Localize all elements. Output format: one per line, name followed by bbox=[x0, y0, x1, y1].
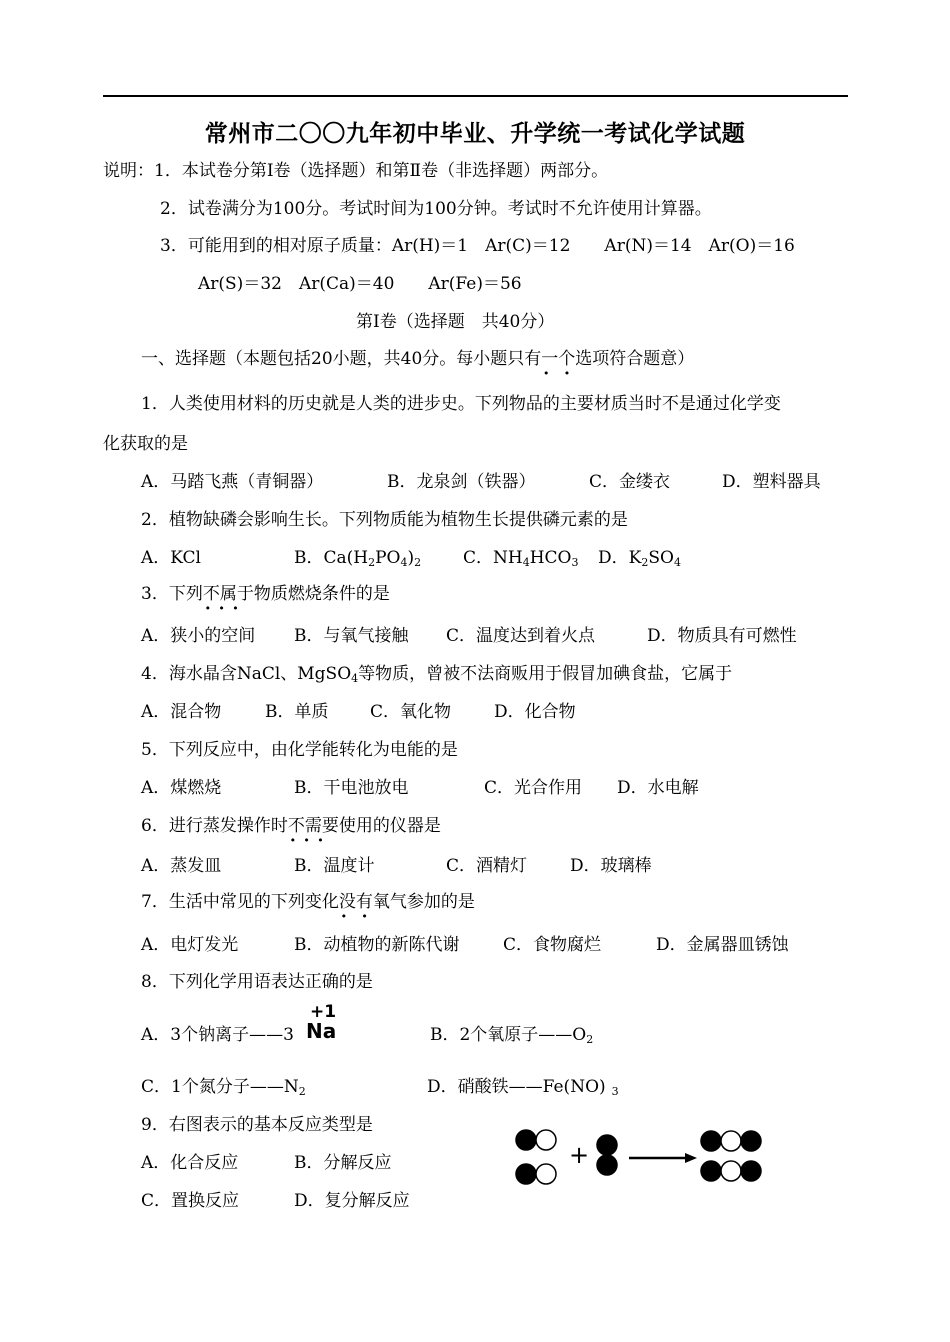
plus-sign: + bbox=[569, 1141, 590, 1169]
q5-option-a: A．煤燃烧 bbox=[141, 778, 222, 798]
q4-option-a: A．混合物 bbox=[141, 702, 222, 722]
element-symbol: Na bbox=[306, 1019, 337, 1043]
q7-stem: 7．生活中常见的下列变化没有 · ·氧气参加的是 bbox=[141, 891, 475, 913]
q3-option-b: B．与氧气接触 bbox=[294, 626, 409, 646]
exam-title: 常州市二〇〇九年初中毕业、升学统一考试化学试题 bbox=[204, 121, 746, 147]
arrow-icon bbox=[629, 1153, 697, 1163]
q4-stem: 4．海水晶含NaCl、MgSO$_4$等物质，曾被不法商贩用于假冒加碘食盐，它属于 bbox=[141, 664, 733, 685]
note-1: 1．本试卷分第Ⅰ卷（选择题）和第Ⅱ卷（非选择题）两部分。 bbox=[154, 161, 609, 181]
note-3-continued: Ar(S)＝32 Ar(Ca)＝40 Ar(Fe)＝56 bbox=[198, 274, 522, 294]
q1-option-b: B．龙泉剑（铁器） bbox=[387, 472, 536, 492]
reactant-molecule-3 bbox=[597, 1135, 617, 1175]
q2-option-d: D．$K_2SO_4$ bbox=[598, 548, 681, 569]
q6-stem: 6．进行蒸发操作时不需要 · · ·使用的仪器是 bbox=[141, 815, 441, 837]
q1-option-d: D．塑料器具 bbox=[722, 472, 821, 492]
q2-option-b: B．$Ca(H_2PO_4)_2$ bbox=[294, 548, 422, 569]
q1-stem-line-2: 化获取的是 bbox=[103, 434, 188, 454]
part-title: 一、选择题（本题包括20小题，共40分。每小题只有一个 · ·选项符合题意） bbox=[141, 348, 694, 370]
q3-option-a: A．狭小的空间 bbox=[141, 626, 256, 646]
reactant-molecule-2 bbox=[516, 1164, 556, 1184]
q2-stem: 2．植物缺磷会影响生长。下列物质能为植物生长提供磷元素的是 bbox=[141, 510, 628, 530]
charge-label: +1 bbox=[310, 1002, 337, 1022]
q4-option-b: B．单质 bbox=[265, 702, 329, 722]
q3-option-d: D．物质具有可燃性 bbox=[647, 626, 797, 646]
emphasis-one: 一个 · · bbox=[541, 348, 575, 370]
q7-option-c: C．食物腐烂 bbox=[503, 935, 602, 955]
q6-option-c: C．酒精灯 bbox=[446, 856, 528, 876]
q9-option-a: A．化合反应 bbox=[141, 1153, 239, 1173]
product-molecule-2 bbox=[701, 1161, 761, 1181]
q8-stem: 8．下列化学用语表达正确的是 bbox=[141, 972, 373, 992]
section-title: 第Ⅰ卷（选择题 共40分） bbox=[356, 312, 555, 332]
q1-option-c: C．金缕衣 bbox=[589, 472, 671, 492]
notes-line-1 bbox=[103, 160, 608, 182]
notes-prefix: 说明： bbox=[103, 161, 154, 181]
reactant-molecule-1 bbox=[516, 1130, 556, 1150]
q9-option-c: C．置换反应 bbox=[141, 1191, 240, 1211]
q9-option-b: B．分解反应 bbox=[294, 1153, 392, 1173]
q7-emphasis: 没有 · · bbox=[339, 891, 373, 913]
q5-option-b: B．干电池放电 bbox=[294, 778, 409, 798]
q8-option-d: D．硝酸铁——Fe(NO) $_3$ bbox=[427, 1077, 619, 1098]
q5-option-d: D．水电解 bbox=[617, 778, 699, 798]
q6-option-a: A．蒸发皿 bbox=[141, 856, 222, 876]
q9-option-d: D．复分解反应 bbox=[294, 1191, 410, 1211]
q8-option-b: B．2个氧原子$——O_2$ bbox=[430, 1025, 594, 1046]
q6-option-d: D．玻璃棒 bbox=[570, 856, 652, 876]
q1-stem-line-1: 1．人类使用材料的历史就是人类的进步史。下列物品的主要材质当时不是通过化学变 bbox=[141, 394, 781, 414]
q8-option-c: C．1个氮分子$——N_2$ bbox=[141, 1077, 306, 1098]
q3-stem: 3．下列不属于 · · ·物质燃烧条件的是 bbox=[141, 583, 390, 605]
q4-option-d: D．化合物 bbox=[494, 702, 576, 722]
q4-option-c: C．氧化物 bbox=[370, 702, 452, 722]
reaction-diagram bbox=[505, 1118, 775, 1198]
q3-option-c: C．温度达到着火点 bbox=[446, 626, 596, 646]
q7-option-a: A．电灯发光 bbox=[141, 935, 239, 955]
q1-option-a: A．马踏飞燕（青铜器） bbox=[141, 472, 324, 492]
q2-option-a: A．KCl bbox=[141, 548, 201, 568]
q2-option-c: C．$NH_4HCO_3$ bbox=[463, 548, 579, 569]
q5-option-c: C．光合作用 bbox=[484, 778, 583, 798]
top-rule bbox=[103, 95, 848, 97]
note-3: 3．可能用到的相对原子质量：Ar(H)＝1 Ar(C)＝12 Ar(N)＝14 Ar(O)＝16 bbox=[160, 236, 795, 256]
q7-option-d: D．金属器皿锈蚀 bbox=[656, 935, 789, 955]
product-molecule-1 bbox=[701, 1131, 761, 1151]
q3-emphasis: 不属于 · · · bbox=[203, 583, 254, 605]
q7-option-b: B．动植物的新陈代谢 bbox=[294, 935, 460, 955]
q8-option-a: A．3个钠离子——3 bbox=[141, 1025, 294, 1045]
note-2: 2．试卷满分为100分。考试时间为100分钟。考试时不允许使用计算器。 bbox=[160, 199, 712, 219]
q5-stem: 5．下列反应中，由化学能转化为电能的是 bbox=[141, 740, 458, 760]
q6-option-b: B．温度计 bbox=[294, 856, 375, 876]
q9-stem: 9．右图表示的基本反应类型是 bbox=[141, 1115, 373, 1135]
q6-emphasis: 不需要 · · · bbox=[288, 815, 339, 837]
